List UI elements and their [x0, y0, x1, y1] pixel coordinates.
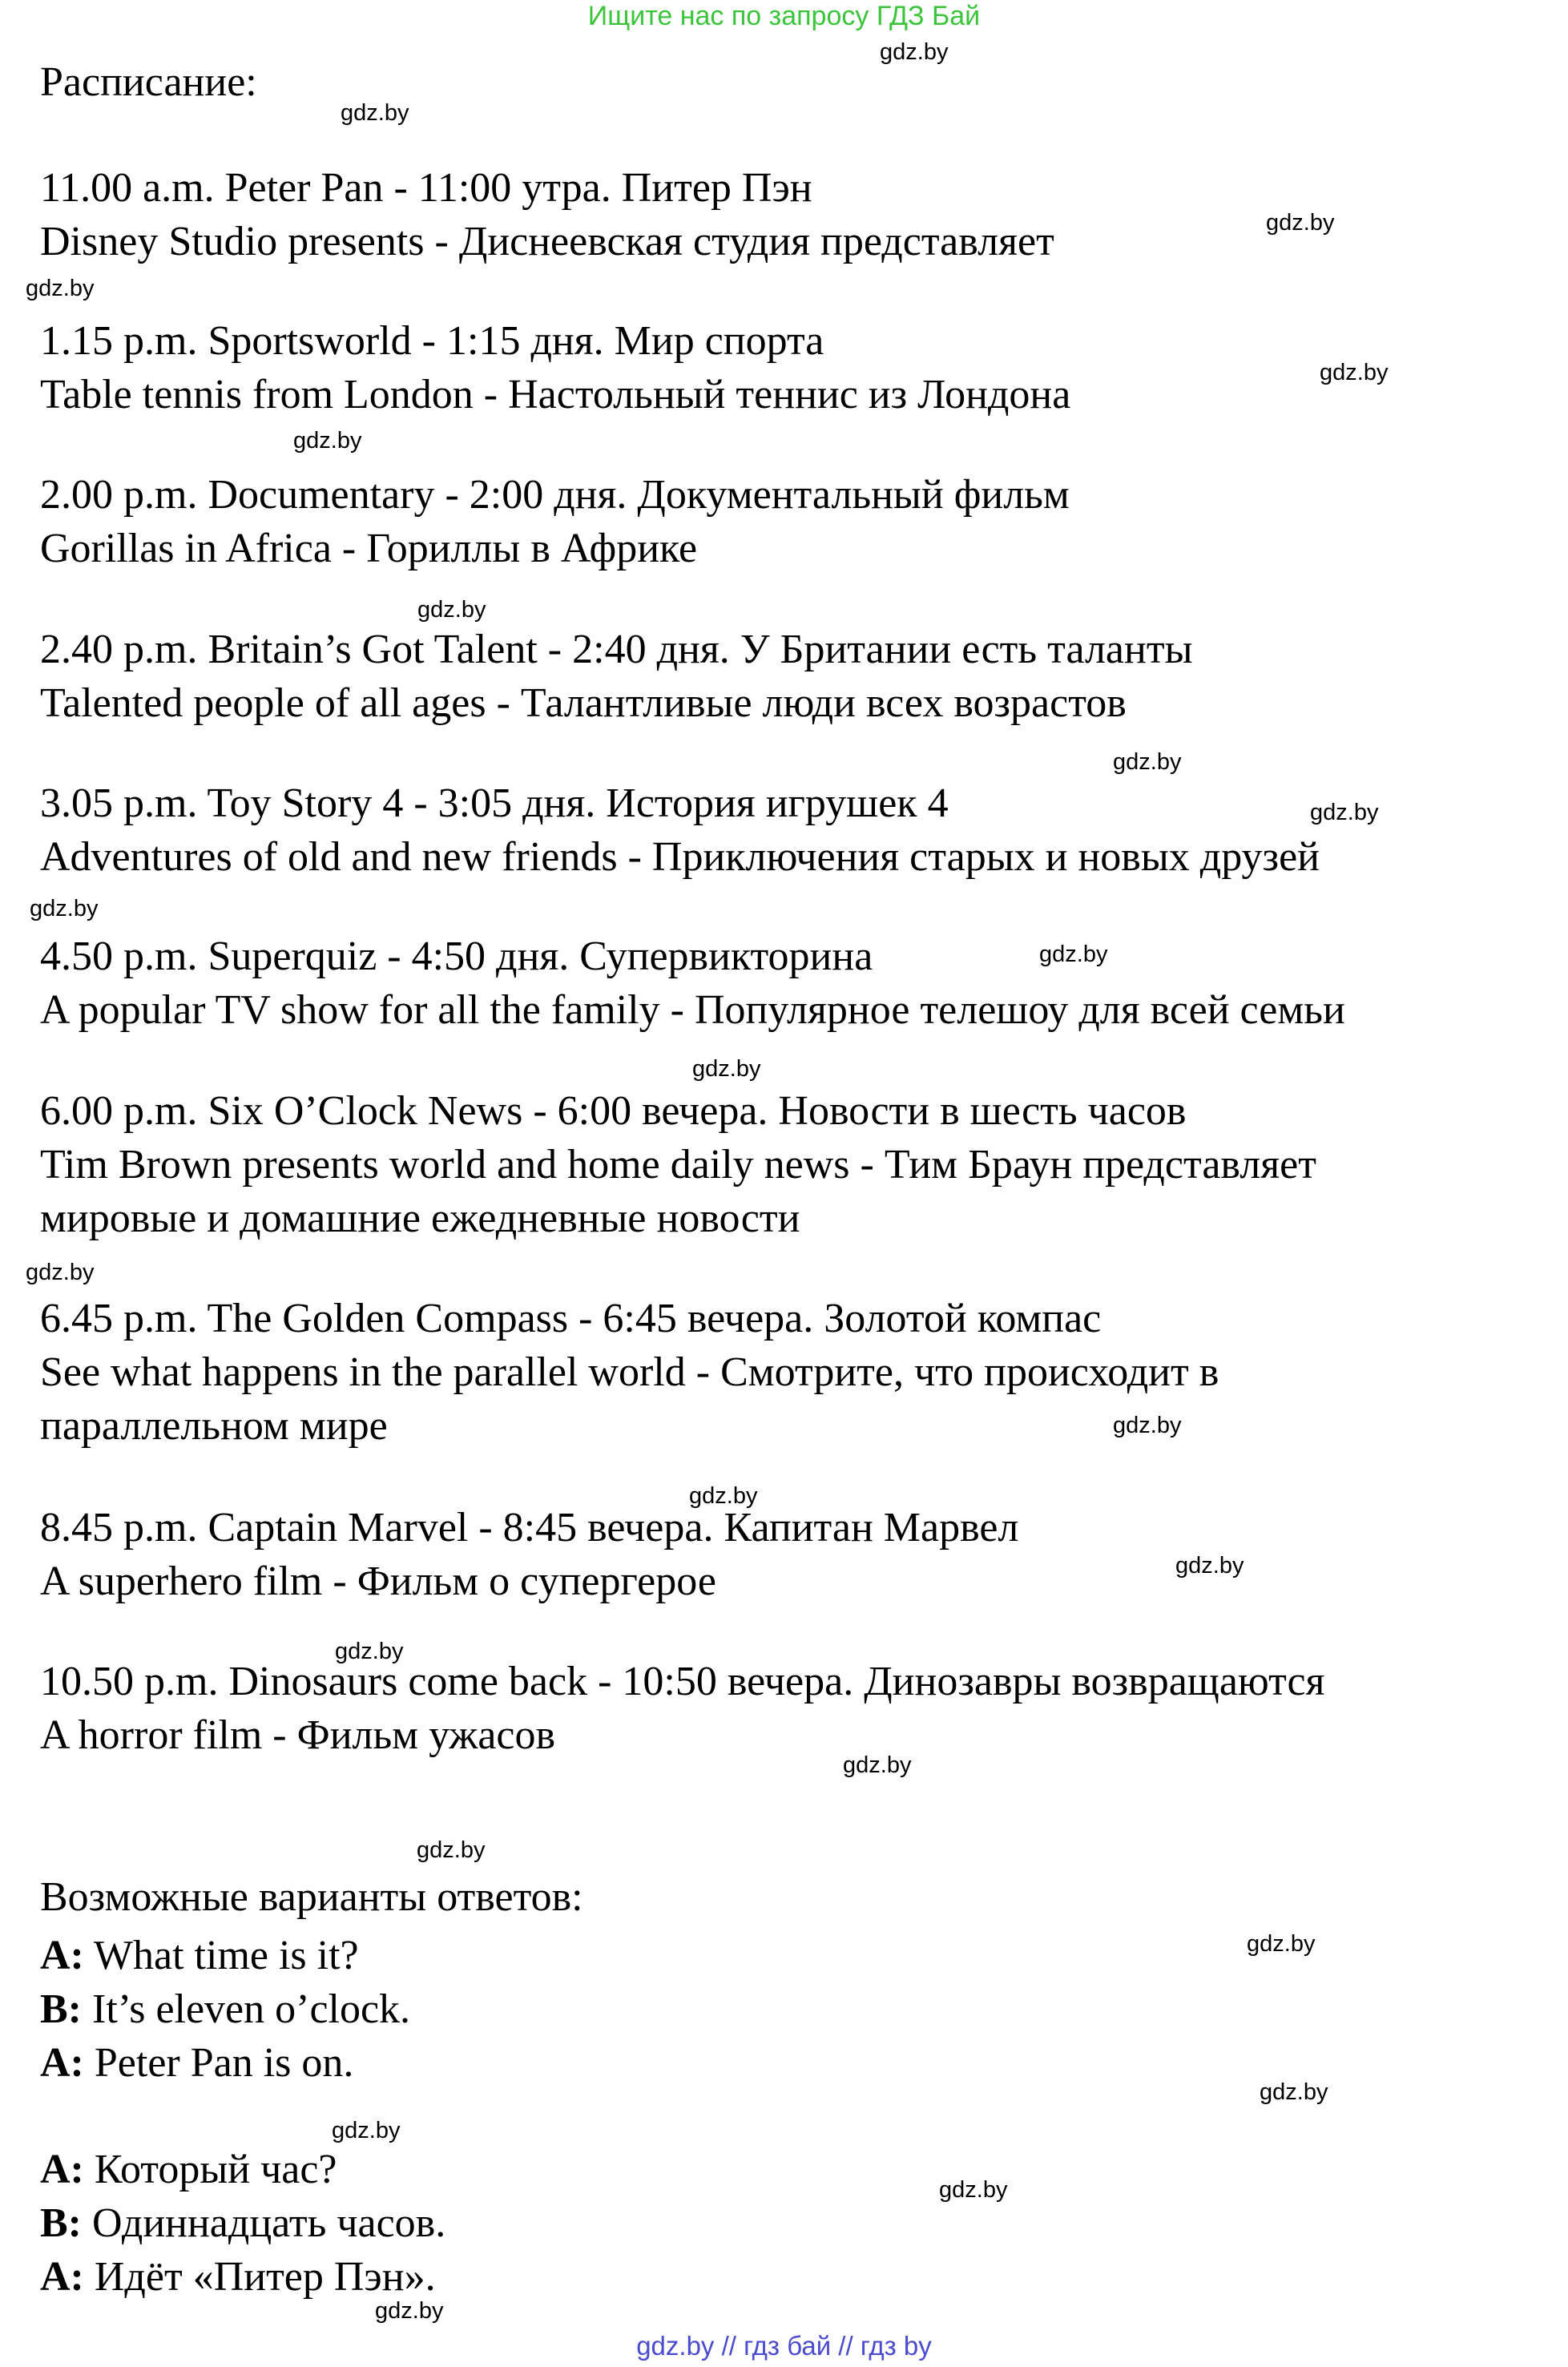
watermark: gdz.by [1175, 1553, 1244, 1579]
schedule-line: 3.05 p.m. Toy Story 4 - 3:05 дня. История игрушек 4 [40, 780, 949, 826]
dialogue-text: Который час? [83, 2147, 337, 2192]
schedule-line: Table tennis from London - Настольный теннис из Лондона [40, 372, 1071, 417]
schedule-line: 6.00 p.m. Six O’Clock News - 6:00 вечера. Новости в шесть часов [40, 1088, 1187, 1134]
dialogue-line [40, 1985, 410, 2034]
schedule-line: A horror film - Фильм ужасов [40, 1712, 556, 1758]
dialogue-line [40, 2199, 445, 2248]
watermark: gdz.by [26, 276, 95, 301]
schedule-line: Adventures of old and new friends - Приключения старых и новых друзей [40, 834, 1320, 880]
schedule-line: 11.00 a.m. Peter Pan - 11:00 утра. Питер Пэн [40, 165, 812, 211]
schedule-line: 4.50 p.m. Superquiz - 4:50 дня. Супервикторина [40, 933, 873, 979]
watermark: gdz.by [30, 896, 99, 921]
schedule-line: Gorillas in Africa - Гориллы в Африке [40, 526, 698, 571]
schedule-line: 10.50 p.m. Dinosaurs come back - 10:50 вечера. Динозавры возвращаются [40, 1659, 1325, 1704]
schedule-line: A superhero film - Фильм о супергерое [40, 1559, 716, 1604]
watermark: gdz.by [332, 2118, 401, 2143]
dialogue-line [40, 2145, 337, 2195]
watermark: gdz.by [1320, 360, 1389, 385]
dialogue-line [40, 2252, 436, 2302]
schedule-line: мировые и домашние ежедневные новости [40, 1196, 800, 1241]
speaker-label: A: [40, 2147, 84, 2192]
bottom-banner: gdz.by // гдз бай // гдз by [636, 2331, 932, 2361]
watermark: gdz.by [293, 428, 362, 454]
watermark: gdz.by [1113, 1413, 1182, 1438]
watermark: gdz.by [692, 1056, 761, 1082]
speaker-label: A: [40, 2040, 84, 2086]
schedule-line: 2.40 p.m. Britain’s Got Talent - 2:40 дня. У Британии есть таланты [40, 627, 1193, 672]
watermark: gdz.by [843, 1752, 912, 1778]
watermark: gdz.by [880, 39, 949, 65]
watermark: gdz.by [341, 100, 409, 126]
schedule-line: 8.45 p.m. Captain Marvel - 8:45 вечера. Капитан Марвел [40, 1505, 1019, 1550]
watermark: gdz.by [26, 1260, 95, 1285]
watermark: gdz.by [1247, 1931, 1316, 1957]
speaker-label: A: [40, 2254, 84, 2300]
dialogue-line [40, 2038, 353, 2088]
schedule-line: Disney Studio presents - Диснеевская студия представляет [40, 219, 1054, 264]
dialogue-text: Идёт «Питер Пэн». [83, 2254, 436, 2300]
dialogue-line [40, 1931, 359, 1981]
watermark: gdz.by [335, 1639, 404, 1664]
watermark: gdz.by [1310, 800, 1379, 825]
schedule-line: 1.15 p.m. Sportsworld - 1:15 дня. Мир спорта [40, 318, 824, 364]
dialogue-text: Peter Pan is on. [83, 2040, 354, 2086]
schedule-heading: Расписание: [40, 59, 257, 105]
watermark: gdz.by [375, 2298, 444, 2324]
schedule-line: 2.00 p.m. Documentary - 2:00 дня. Документальный фильм [40, 472, 1070, 518]
watermark: gdz.by [939, 2177, 1008, 2203]
speaker-label: B: [40, 1986, 82, 2032]
watermark: gdz.by [417, 597, 486, 623]
schedule-line: Tim Brown presents world and home daily news - Тим Браун представляет [40, 1142, 1316, 1188]
dialogue-text: Одиннадцать часов. [82, 2200, 446, 2246]
watermark: gdz.by [1113, 749, 1182, 775]
speaker-label: A: [40, 1933, 84, 1978]
watermark: gdz.by [1266, 210, 1335, 236]
answers-heading: Возможные варианты ответов: [40, 1874, 583, 1920]
top-banner: Ищите нас по запросу ГДЗ Бай [587, 1, 981, 31]
schedule-line: 6.45 p.m. The Golden Compass - 6:45 вечера. Золотой компас [40, 1296, 1102, 1341]
schedule-line: A popular TV show for all the family - Популярное телешоу для всей семьи [40, 987, 1345, 1033]
schedule-line: See what happens in the parallel world - Смотрите, что происходит в [40, 1349, 1219, 1395]
watermark: gdz.by [1260, 2079, 1328, 2105]
schedule-line: Talented people of all ages - Талантливые люди всех возрастов [40, 680, 1127, 726]
watermark: gdz.by [689, 1483, 758, 1509]
watermark: gdz.by [1039, 942, 1108, 967]
watermark: gdz.by [417, 1837, 486, 1863]
schedule-line: параллельном мире [40, 1403, 388, 1449]
dialogue-text: What time is it? [83, 1933, 359, 1978]
dialogue-text: It’s eleven o’clock. [82, 1986, 411, 2032]
speaker-label: B: [40, 2200, 82, 2246]
